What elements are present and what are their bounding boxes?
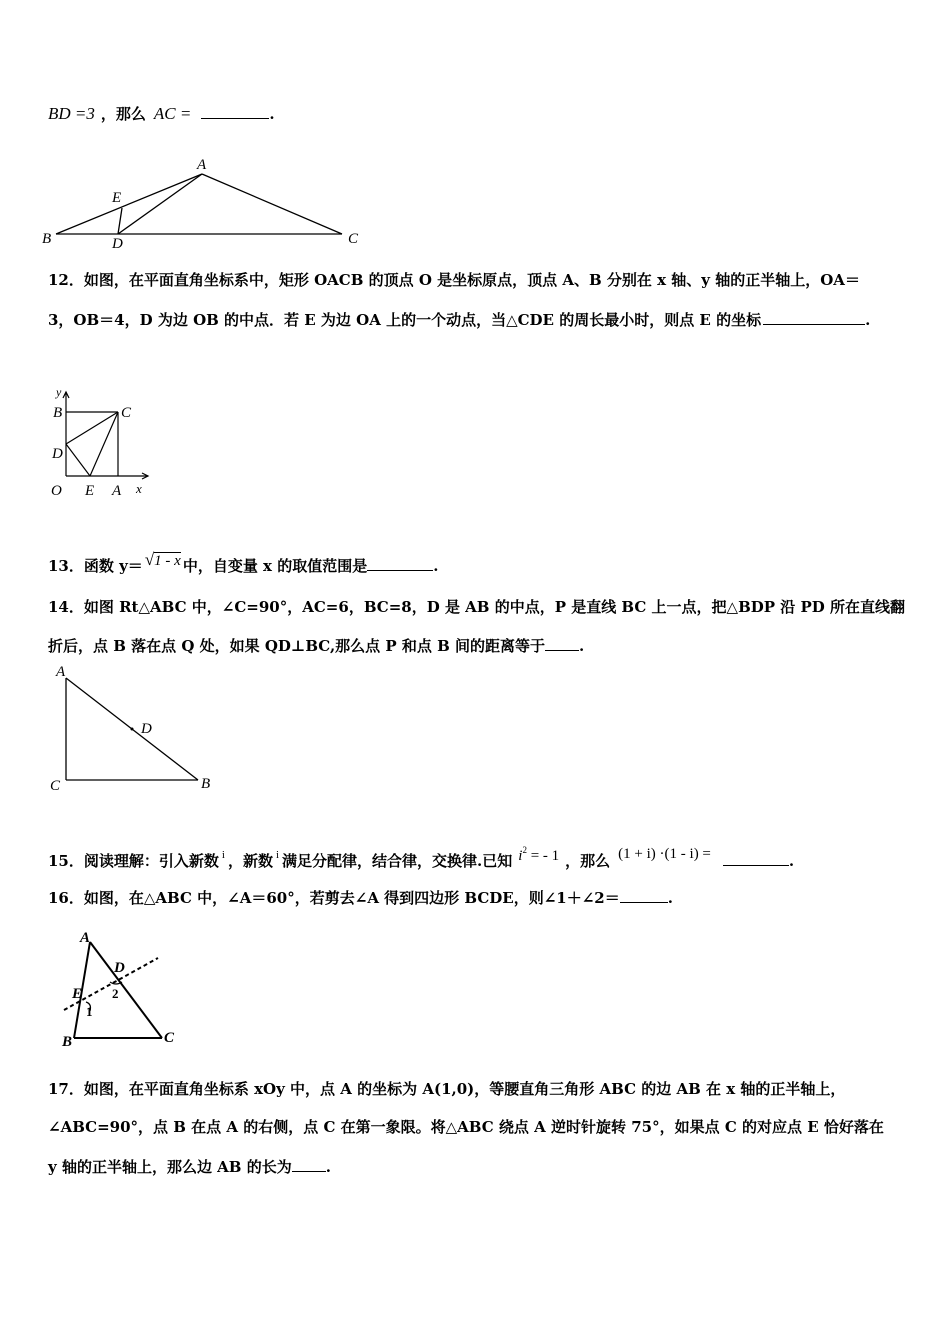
q14-label-d: D (141, 721, 152, 737)
q13-radicand: 1 - x (154, 553, 181, 569)
q17-end: . (325, 1158, 331, 1176)
q15-line (48, 840, 794, 871)
q12-figure (48, 384, 158, 504)
q15-pre: 15．阅读理解：引入新数 (48, 852, 219, 870)
q16-label-2: 2 (112, 986, 119, 1001)
q16-label-a: A (80, 930, 91, 946)
q11-segment-ba (56, 174, 202, 234)
q16-segment-ac (90, 942, 162, 1038)
q13-radical-sign: √ (144, 550, 155, 569)
q12-label-d: D (52, 446, 63, 462)
q11-figure (40, 157, 370, 252)
q14-point-d (131, 728, 134, 731)
q15-end: . (788, 852, 795, 870)
q13-sqrt (145, 550, 181, 571)
q15-i3: $i^2$ = - 1 (518, 845, 560, 864)
q16-line (48, 886, 673, 908)
q11-answer-blank[interactable] (201, 102, 269, 119)
q14-label-b: B (201, 776, 211, 792)
q12-segment-ec (90, 412, 118, 476)
q16-label-e: E (72, 986, 83, 1002)
q11-bd-expr: BD =3 (48, 104, 95, 123)
q12-line2 (48, 308, 870, 330)
q15-mid1: ，新数 (227, 852, 273, 870)
q16-cut-line (64, 958, 158, 1010)
q16-label-b: B (62, 1034, 73, 1050)
q15-mid2: 满足分配律，结合律，交换律.已知 (282, 852, 513, 870)
q12-segment-dc (66, 412, 118, 444)
q14-figure (46, 664, 226, 794)
q12-answer-blank[interactable] (763, 308, 865, 325)
q11-segment-ed (118, 208, 122, 234)
q12-label-c: C (121, 405, 132, 421)
q12-label-e: E (85, 483, 95, 499)
q16-figure (58, 930, 198, 1050)
q16-label-d: D (114, 960, 125, 976)
q11-label-c: C (348, 231, 359, 247)
q15-mid3: ，那么 (565, 852, 611, 870)
q17-line1: 17．如图，在平面直角坐标系 xOy 中，点 A 的坐标为 A(1,0)，等腰直角三角形 ABC 的边 AB 在 x 轴的正半轴上， (48, 1080, 846, 1098)
q15-equals-minus-one: = - 1 (526, 848, 560, 864)
q11-label-b: B (42, 231, 52, 247)
q12-end: . (865, 311, 871, 329)
q17-line3-text: y 轴的正半轴上，那么边 AB 的长为 (48, 1158, 292, 1176)
q14-line1: 14．如图 Rt△ABC 中，∠C=90°，AC=6，BC=8，D 是 AB 的中点，P 是直线 BC 上一点，把△BDP 沿 PD 所在直线翻 (48, 598, 906, 616)
q11-text: ，那么 (100, 105, 146, 123)
q16-answer-blank[interactable] (620, 886, 668, 903)
q11-label-d: D (112, 236, 123, 252)
q12-label-a: A (112, 483, 122, 499)
q16-end: . (667, 889, 673, 907)
q16-text: 16．如图，在△ABC 中，∠A＝60°，若剪去∠A 得到四边形 BCDE，则∠1＋∠2＝ (48, 889, 620, 907)
q14-answer-blank[interactable] (545, 634, 579, 651)
q11-label-e: E (112, 190, 122, 206)
q11-ac-expr: AC = (153, 104, 192, 123)
q12-line2-text: 3，OB＝4，D 为边 OB 的中点．若 E 为边 OA 上的一个动点，当△CDE 的周长最小时，则点 E 的坐标 (48, 311, 762, 329)
q16-label-1: 1 (86, 1004, 93, 1019)
q14-line2-text: 折后，点 B 落在点 Q 处，如果 QD⊥BC,那么点 P 和点 B 间的距离等于 (48, 637, 546, 655)
q11-line (48, 102, 275, 124)
q14-end: . (579, 637, 585, 655)
q11-end: . (269, 105, 275, 123)
q13-answer-blank[interactable] (367, 554, 433, 571)
q13-pre: 13．函数 y＝ (48, 557, 143, 575)
q15-i2: i (275, 849, 280, 861)
q12-label-x: x (136, 481, 142, 496)
q15-expression: (1 + i) ·(1 - i) = (618, 846, 711, 862)
q14-label-a: A (56, 664, 66, 680)
q12-label-b: B (53, 405, 63, 421)
q13-end: . (433, 557, 439, 575)
q14-label-c: C (50, 778, 61, 794)
q17-line2: ∠ABC=90°，点 B 在点 A 的右侧，点 C 在第一象限。将△ABC 绕点 A 逆时针旋转 75°，如果点 C 的对应点 E 恰好落在 (48, 1118, 884, 1136)
q15-i1: i (221, 849, 225, 861)
q16-label-c: C (164, 1030, 175, 1046)
q12-label-o: O (51, 483, 62, 499)
q15-exponent: 2 (522, 845, 527, 855)
q12-line1: 12．如图，在平面直角坐标系中，矩形 OACB 的顶点 O 是坐标原点，顶点 A、B 分别在 x 轴、y 轴的正半轴上，OA＝ (48, 271, 860, 289)
q14-line2 (48, 634, 584, 656)
q12-label-y: y (56, 385, 62, 399)
q11-label-a: A (197, 157, 207, 173)
q11-segment-ac (202, 174, 342, 234)
q15-answer-blank[interactable] (723, 849, 789, 866)
q12-segment-de (66, 444, 90, 476)
q13-line (48, 550, 438, 576)
q13-post: 中，自变量 x 的取值范围是 (182, 557, 368, 575)
q17-answer-blank[interactable] (292, 1155, 326, 1172)
q17-line3 (48, 1155, 331, 1177)
